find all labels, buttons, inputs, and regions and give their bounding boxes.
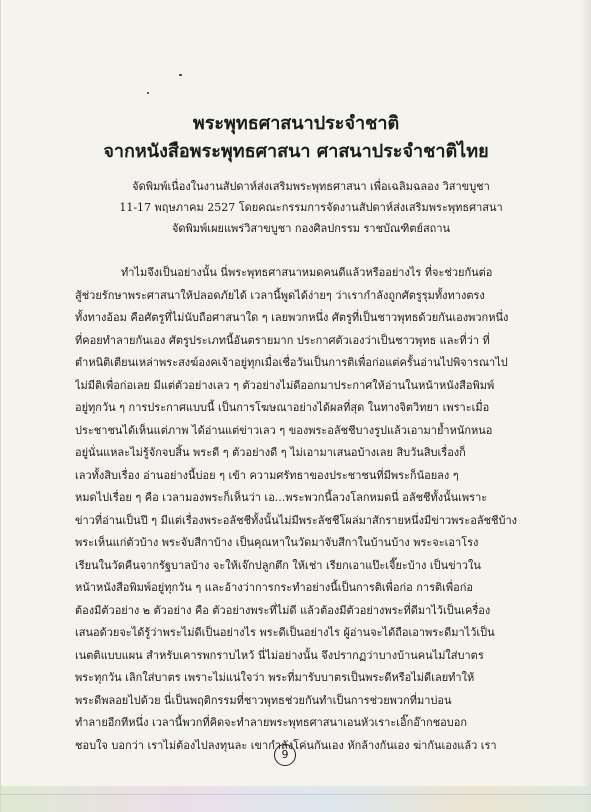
body-line: หน้าหนังสือพิมพ์อยู่ทุกวัน ๆ และอ้างว่าการกระทำอย่างนี้เป็นการติเพื่อก่อ การติเพื่อก่อ: [75, 581, 474, 594]
body-line: เลวทั้งสิบเรื่อง อ่านอย่างนี้บ่อย ๆ เข้า ความศรัทธาของประชาชนที่มีพระก็น้อยลง ๆ: [75, 468, 459, 482]
body-line: ที่คอยทำลายกันเอง ศัตรูประเภทนี้อันตรายมาก ประกาศตัวเองว่าเป็นชาวพุทธ และที่ว่า ที่: [75, 333, 490, 347]
body-line: พระทุกวัน เลิกใส่บาตร เพราะไม่แน่ใจว่า พระที่มารับบาตรเป็นพระดีหรือไม่ดีเลยทำให้: [75, 671, 475, 684]
body-line: ต้องมีตัวอย่าง ๒ ตัวอย่าง คือ ตัวอย่างพระที่ไม่ดี แล้วต้องมีตัวอย่างพระที่ดีมาไว้เป็นเครื่อง: [75, 603, 491, 617]
body-line: หมดไปเรื่อย ๆ คือ เวลามองพระก็เห็นว่า เอ...พระพวกนี้ลวงโลกหมดนี่ อลัชชีทั้งนั้นเพราะ: [75, 491, 488, 504]
subtitle-line-1: จัดพิมพ์เนื่องในงานสัปดาห์ส่งเสริมพระพุทธศาสนา เพื่อเฉลิมฉลอง วิสาขบูชา: [132, 180, 490, 193]
body-line: เนตติแบบแผน สำหรับเคารพกราบไหว้ นี่ไม่อย่างนั้น จึงปรากฏว่าบางบ้านคนไม่ใส่บาตร: [75, 648, 484, 662]
body-line: พระดีพลอยไปด้วย นี่เป็นพฤติกรรมที่ชาวพุทธช่วยกันทำเป็นการช่วยพวกที่มาบ่อน: [75, 693, 452, 707]
body-line: ประชาชนได้เห็นแต่ภาพ ได้อ่านแต่ข่าวเลว ๆ ของพระอลัชชีบางรูปแล้วเอามาย้ำหนักหนอ: [75, 423, 493, 437]
subtitle-line-3: จัดพิมพ์เผยแพร่วิสาขบูชา กองศิลปกรรม ราชบัณฑิตย์สถาน: [171, 222, 451, 235]
body-line: พระเห็นแก่ตัวบ้าง พระจับสีกาบ้าง เป็นคุณหาในวัดมาจับสีกาในบ้านบ้าง พระจะเอาโรง: [75, 536, 479, 549]
subtitle-line-2: 11-17 พฤษภาคม 2527 โดยคณะกรรมการจัดงานสัปดาห์ส่งเสริมพระพุทธศาสนา: [119, 201, 503, 214]
body-line: สู้ช่วยรักษาพระศาสนาให้ปลอดภัยได้ เวลานี้พูดได้ง่ายๆ ว่าเรากำลังถูกศัตรูรุมทั้งทางตรง: [75, 288, 485, 302]
title-line-2: จากหนังสือพระพุทธศาสนา ศาสนาประจำชาติไทย: [103, 141, 489, 162]
body-line: ข่าวที่อ่านเป็นปี ๆ มีแต่เรื่องพระอลัชชีทั้งนั้นไม่มีพระลัชชีโผล่มาสักรายหนึ่งมีข่าวพระอลัชชีบ้าง: [75, 513, 518, 527]
body-line: ตำหนิติเตียนเหล่าพระสงฆ์องคเจ้าอยู่ทุกเมื่อเชื่อวันเป็นการติเพื่อก่อแต่ครั้นอ่านไปพิจารณาไป: [75, 356, 508, 369]
document-subtitle: [71, 176, 551, 239]
body-line: เสนอด้วยจะได้รู้ว่าพระไม่ดีเป็นอย่างไร พระดีเป็นอย่างไร ผู้อ่านจะได้ถือเอาพระดีมาไว้เป็น: [75, 626, 495, 639]
page-number: 9: [274, 744, 296, 766]
body-line: ไม่มีติเพื่อก่อเลย มีแต่ตัวอย่างเลว ๆ ตัวอย่างไม่ดีออกมาประกาศให้อ่านในหน้าหนังสือพิมพ์: [75, 378, 495, 392]
body-line: ทำลายอีกทีหนึ่ง เวลานี้พวกที่คิดจะทำลายพระพุทธศาสนาเอนหัวเราะเอิ๊กอ๊ากชอบอก: [75, 716, 468, 729]
body-line: ทำไมจึงเป็นอย่างนั้น นี่พระพุทธศาสนาหมดคนดีแล้วหรืออย่างไร ที่จะช่วยกันต่อ: [121, 266, 493, 279]
scan-speck: [147, 92, 149, 94]
page-edge-shadow: [581, 0, 591, 812]
document-title: [41, 110, 551, 166]
scan-speck: [179, 74, 182, 76]
title-line-1: พระพุทธศาสนาประจำชาติ: [192, 113, 400, 134]
body-text: [75, 262, 519, 757]
body-line: ชอบใจ บอกว่า เราไม่ต้องไปลงทุนละ เขากำลังโค่นกันเอง หักล้างกันเอง ฆ่ากันเองแล้ว เรา: [75, 738, 497, 752]
body-line: ทั้งทางอ้อม คือศัตรูที่ไม่นับถือศาสนาใด ๆ เลยพวกหนึ่ง ศัตรูที่เป็นชาวพุทธด้วยกันเองพวกหนึ่ง: [75, 311, 509, 324]
scan-artifact-stripe: [1, 786, 591, 812]
body-line: เรียนในวัดคืนจากรัฐบาลบ้าง จะให้เจ๊กปลูกตึก ให้เช่า เรียกเอาแป๊ะเจี๊ยะบ้าง เป็นข่าวใน: [75, 558, 481, 572]
body-line: อยู่นั่นแหละไม่รู้จักจบสิ้น พระดี ๆ ตัวอย่างดี ๆ ไม่เอามาเสนอบ้างเลย สิบวันสิบเรื่องก็: [75, 446, 466, 459]
body-line: อยู่ทุกวัน ๆ การประกาศแบบนี้ เป็นการโฆษณาอย่างได้ผลที่สุด ในทางจิตวิทยา เพราะเมื่อ: [75, 401, 490, 414]
